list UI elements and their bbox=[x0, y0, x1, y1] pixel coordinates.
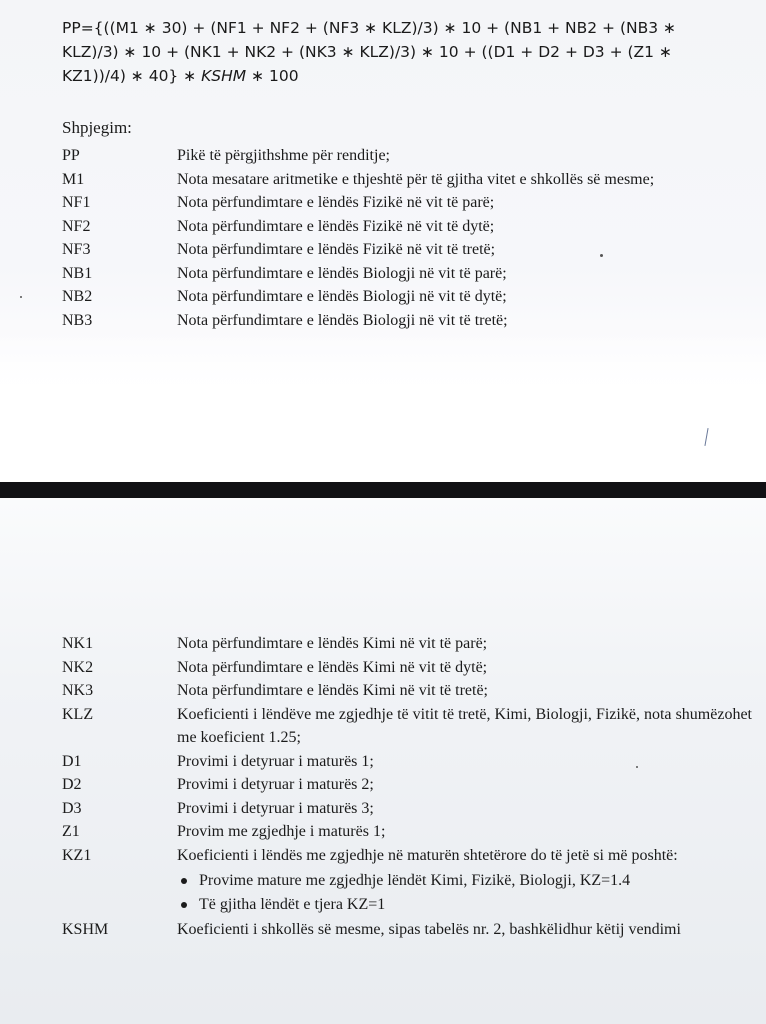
definition-term: D3 bbox=[62, 799, 82, 817]
formula-text: ∗ 100 bbox=[246, 67, 299, 85]
bullet-item: Të gjitha lëndët e tjera KZ=1 bbox=[177, 893, 752, 917]
definition-text: Nota përfundimtare e lëndës Fizikë në vit të parë; bbox=[177, 194, 495, 211]
definition-description bbox=[177, 918, 752, 942]
definition-text: Nota mesatare aritmetike e thjeshtë për të gjitha vitet e shkollës së mesme; bbox=[177, 170, 655, 188]
definition-text: Pikë të përgjithshme për renditje; bbox=[177, 147, 390, 164]
definition-text: Nota përfundimtare e lëndës Fizikë në vit të dytë; bbox=[177, 217, 495, 235]
definition-description bbox=[177, 844, 752, 919]
definition-description bbox=[177, 309, 752, 333]
definition-text: Nota përfundimtare e lëndës Biologji në vit të dytë; bbox=[177, 288, 507, 305]
definition-description bbox=[177, 820, 752, 844]
definition-text: Nota përfundimtare e lëndës Kimi në vit të parë; bbox=[177, 635, 488, 652]
formula-text: KZ1))/4) ∗ 40} ∗ bbox=[62, 67, 202, 85]
definition-row bbox=[62, 144, 752, 168]
definition-description bbox=[177, 215, 752, 239]
definition-row bbox=[62, 918, 752, 942]
definition-text: Nota përfundimtare e lëndës Kimi në vit të tretë; bbox=[177, 682, 488, 699]
definition-text: Nota përfundimtare e lëndës Kimi në vit të dytë; bbox=[177, 658, 488, 676]
definition-row bbox=[62, 703, 752, 750]
definition-row bbox=[62, 309, 752, 333]
page-divider bbox=[0, 482, 766, 498]
definition-term: M1 bbox=[62, 170, 85, 188]
definition-term: PP bbox=[62, 147, 80, 164]
definition-row bbox=[62, 238, 752, 262]
definition-text: Nota përfundimtare e lëndës Biologji në vit të parë; bbox=[177, 264, 507, 282]
definition-term: NK2 bbox=[62, 658, 94, 676]
definition-term: NB3 bbox=[62, 311, 93, 329]
definition-description bbox=[177, 773, 752, 797]
score-formula bbox=[62, 16, 702, 88]
definition-text: Provimi i detyruar i maturës 2; bbox=[177, 776, 374, 793]
definition-term: D2 bbox=[62, 776, 82, 793]
definition-description bbox=[177, 703, 752, 750]
definition-description bbox=[177, 285, 752, 309]
definition-description bbox=[177, 262, 752, 286]
definition-text: Koeficienti i lëndës me zgjedhje në maturën shtetërore do të jetë si më poshtë: bbox=[177, 846, 678, 864]
bullet-item: Provime mature me zgjedhje lëndët Kimi, Fizikë, Biologji, KZ=1.4 bbox=[177, 869, 752, 893]
definition-description bbox=[177, 632, 752, 656]
definition-term: NF1 bbox=[62, 194, 91, 211]
definition-description bbox=[177, 238, 752, 262]
definition-description bbox=[177, 656, 752, 680]
definitions-list-bottom bbox=[62, 632, 752, 942]
formula-line: KLZ)/3) ∗ 10 + (NK1 + NK2 + (NK3 ∗ KLZ)/3) ∗ 10 + ((D1 + D2 + D3 + (Z1 ∗ bbox=[62, 43, 672, 61]
definition-text: Nota përfundimtare e lëndës Biologji në vit të tretë; bbox=[177, 311, 508, 329]
explanation-heading: Shpjegim: bbox=[62, 118, 132, 137]
formula-line bbox=[62, 64, 702, 88]
definition-term: KLZ bbox=[62, 705, 94, 723]
definition-description bbox=[177, 797, 752, 821]
definition-row bbox=[62, 750, 752, 774]
definition-text: Provimi i detyruar i maturës 1; bbox=[177, 752, 374, 770]
definition-text: Koeficienti i lëndëve me zgjedhje të vitit të tretë, Kimi, Biologji, Fizikë, nota shumëzohet me koeficient 1.25; bbox=[177, 705, 752, 746]
definition-term: NF2 bbox=[62, 217, 91, 235]
definition-term: NB1 bbox=[62, 264, 93, 282]
definition-term: KZ1 bbox=[62, 846, 92, 864]
definition-row bbox=[62, 656, 752, 680]
formula-kshm: KSHM bbox=[201, 67, 247, 85]
definition-term: KSHM bbox=[62, 921, 109, 938]
definition-description bbox=[177, 191, 752, 215]
photo-glare bbox=[0, 330, 766, 480]
definition-row bbox=[62, 215, 752, 239]
definition-description bbox=[177, 679, 752, 703]
definition-text: Nota përfundimtare e lëndës Fizikë në vit të tretë; bbox=[177, 241, 496, 258]
definition-term: NB2 bbox=[62, 288, 93, 305]
definition-row bbox=[62, 632, 752, 656]
definition-term: D1 bbox=[62, 752, 82, 770]
definition-row bbox=[62, 797, 752, 821]
bullet-list bbox=[177, 869, 752, 916]
definition-term: NK3 bbox=[62, 682, 94, 699]
definition-row bbox=[62, 820, 752, 844]
definition-term: NF3 bbox=[62, 241, 91, 258]
formula-line: PP={((M1 ∗ 30) + (NF1 + NF2 + (NF3 ∗ KLZ)/3) ∗ 10 + (NB1 + NB2 + (NB3 ∗ bbox=[62, 19, 677, 37]
definition-term: NK1 bbox=[62, 635, 94, 652]
definition-term: Z1 bbox=[62, 823, 80, 840]
definition-description bbox=[177, 750, 752, 774]
definition-row bbox=[62, 844, 752, 919]
definition-description bbox=[177, 144, 752, 168]
definition-text: Provim me zgjedhje i maturës 1; bbox=[177, 823, 386, 840]
definition-text: Koeficienti i shkollës së mesme, sipas tabelës nr. 2, bashkëlidhur këtij vendimi bbox=[177, 921, 681, 938]
definition-row bbox=[62, 262, 752, 286]
definition-row bbox=[62, 285, 752, 309]
definition-row bbox=[62, 773, 752, 797]
definition-row bbox=[62, 679, 752, 703]
speck bbox=[20, 296, 22, 298]
definition-row bbox=[62, 168, 752, 192]
definition-description bbox=[177, 168, 752, 192]
definition-text: Provimi i detyruar i maturës 3; bbox=[177, 799, 374, 817]
definition-row bbox=[62, 191, 752, 215]
definitions-list-top bbox=[62, 144, 752, 332]
